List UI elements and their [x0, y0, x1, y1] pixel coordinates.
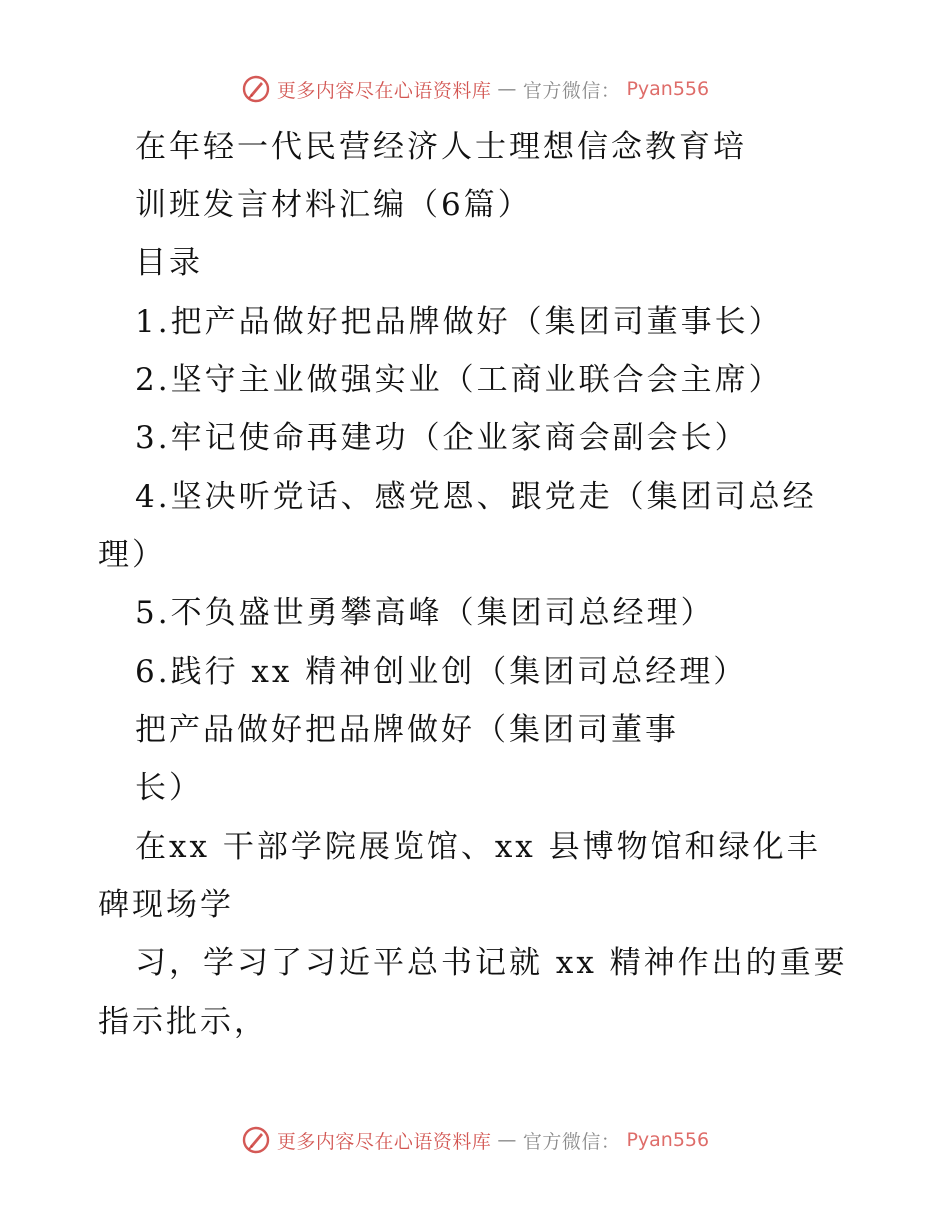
- paragraph-line-1: 在xx 干部学院展览馆、xx 县博物馆和绿化丰: [135, 829, 821, 865]
- paragraph-line-2: 碑现场学: [98, 887, 234, 923]
- watermark-brand-text: 更多内容尽在心语资料库: [276, 79, 492, 102]
- paragraph-line-4: 指示批示，: [98, 1004, 268, 1040]
- quill-logo-icon: [241, 1125, 271, 1155]
- toc-item-4-continued: 理）: [98, 537, 166, 573]
- toc-item-1: 1.把产品做好把品牌做好（集团司董事长）: [135, 304, 783, 340]
- watermark-brand-text: 更多内容尽在心语资料库: [276, 1130, 492, 1153]
- toc-item-3: 3.牢记使命再建功（企业家商会副会长）: [135, 420, 749, 456]
- watermark-wechat-id: Pyan556: [626, 1129, 710, 1151]
- toc-item-2: 2.坚守主业做强实业（工商业联合会主席）: [135, 362, 783, 398]
- toc-item-6: 6.践行 xx 精神创业创（集团司总经理）: [135, 654, 748, 690]
- title-line-1: 在年轻一代民营经济人士理想信念教育培: [135, 129, 747, 165]
- toc-item-4: 4.坚决听党话、感党恩、跟党走（集团司总经: [135, 479, 817, 515]
- section-heading-line-2: 长）: [135, 770, 203, 806]
- section-heading-line-1: 把产品做好把品牌做好（集团司董事: [135, 712, 679, 748]
- watermark-dash: —: [497, 78, 517, 100]
- watermark-wechat-label: 官方微信：: [522, 1130, 621, 1153]
- toc-heading: 目录: [135, 245, 203, 281]
- watermark-wechat-label: 官方微信：: [522, 79, 621, 102]
- quill-logo-icon: [241, 74, 271, 104]
- footer-watermark: [0, 1120, 950, 1160]
- toc-item-5: 5.不负盛世勇攀高峰（集团司总经理）: [135, 595, 715, 631]
- watermark-wechat-id: Pyan556: [626, 78, 710, 100]
- header-watermark: [0, 69, 950, 109]
- watermark-dash: —: [497, 1129, 517, 1151]
- title-line-2: 训班发言材料汇编（6篇）: [135, 187, 532, 223]
- paragraph-line-3: 习，学习了习近平总书记就 xx 精神作出的重要: [135, 945, 848, 981]
